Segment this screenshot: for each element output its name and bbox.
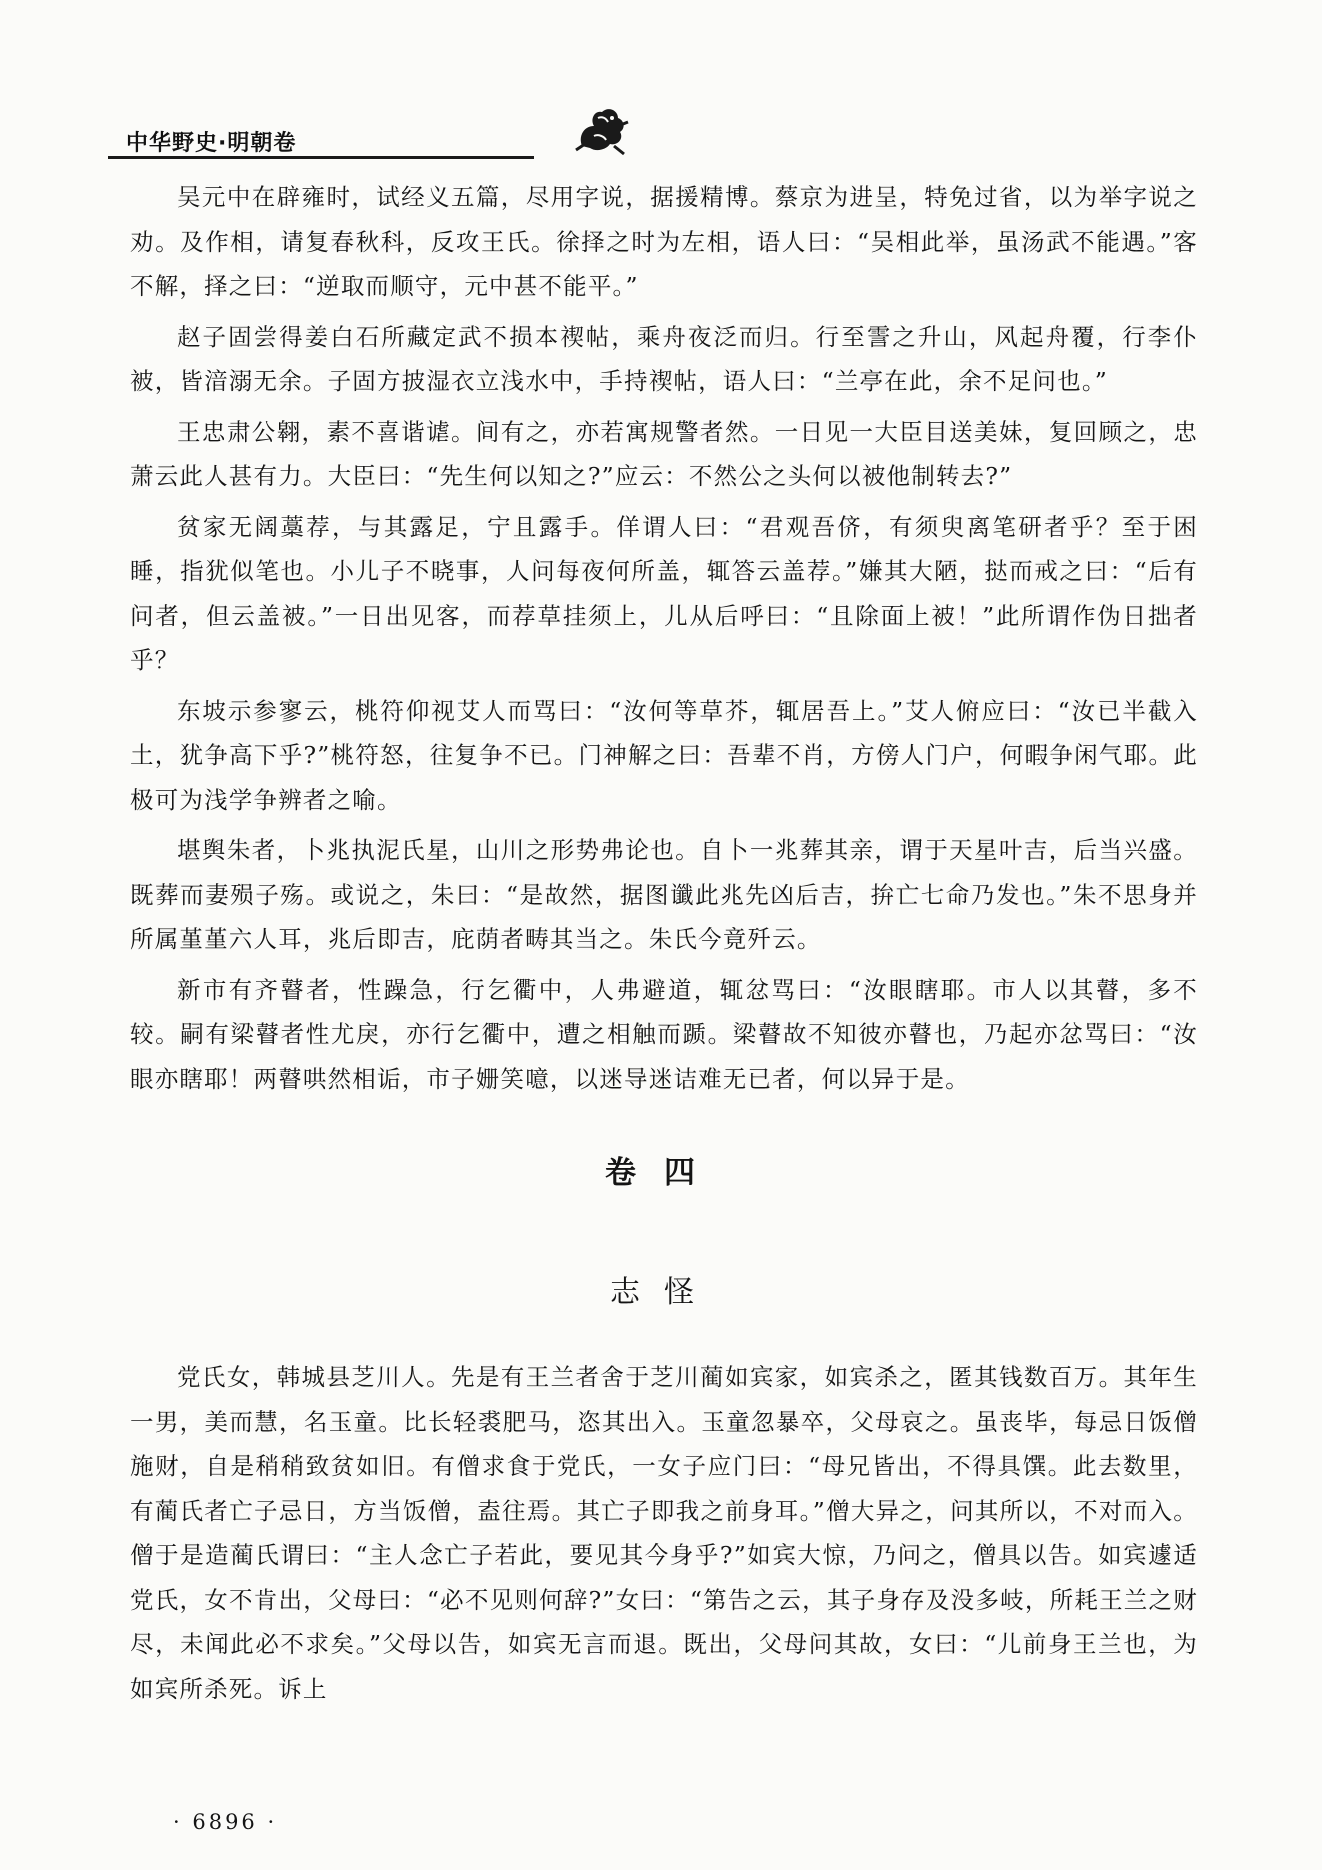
paragraph: 吴元中在辟雍时，试经义五篇，尽用字说，据援精博。蔡京为进呈，特免过省，以为举字说之劝。及作相，请复春秋科，反攻王氏。徐择之时为左相，语人曰：“吴相此举，虽汤武不能遇。”客不解，择之曰：“逆取而顺守，元中甚不能平。” <box>130 183 1198 300</box>
paragraph: 堪舆朱者，卜兆执泥氏星，山川之形势弗论也。自卜一兆葬其亲，谓于天星叶吉，后当兴盛。既葬而妻殒子殇。或说之，朱曰：“是故然，据图谶此兆先凶后吉，拚亡七命乃发也。”朱不思身并所属堇堇六人耳，兆后即吉，庇荫者畴其当之。朱氏今竟歼云。 <box>130 836 1198 953</box>
paragraph: 赵子固尝得姜白石所藏定武不损本禊帖，乘舟夜泛而归。行至霅之升山，风起舟覆，行李仆被，皆湆溺无余。子固方披湿衣立浅水中，手持禊帖，语人曰：“兰亭在此，余不足问也。” <box>130 322 1198 395</box>
chapter-heading: 卷四 <box>605 1155 723 1191</box>
section-heading: 志怪 <box>610 1275 718 1310</box>
paragraph: 王忠肃公翱，素不喜谐谑。间有之，亦若寓规警者然。一日见一大臣目送美妹，复回顾之，忠萧云此人甚有力。大臣曰：“先生何以知之?”应云：不然公之头何以被他制转去?” <box>130 417 1198 490</box>
page-body <box>130 175 1198 1717</box>
page-number: · 6896 · <box>173 1810 278 1834</box>
paragraph: 新市有齐瞽者，性躁急，行乞衢中，人弗避道，辄忿骂曰：“汝眼瞎耶。市人以其瞽，多不较。嗣有梁瞽者性尤戾，亦行乞衢中，遭之相触而踬。梁瞽故不知彼亦瞽也，乃起亦忿骂曰：“汝眼亦瞎耶！两瞽哄然相诟，市子姗笑噫，以迷导迷诘难无已者，何以异于是。 <box>130 975 1198 1093</box>
dragon-icon <box>568 96 632 160</box>
running-header <box>108 96 1214 158</box>
paragraph: 党氏女，韩城县芝川人。先是有王兰者舍于芝川蔺如宾家，如宾杀之，匿其钱数百万。其年生一男，美而慧，名玉童。比长轻裘肥马，恣其出入。玉童忽暴卒，父母哀之。虽丧毕，每忌日饭僧施财，自是稍稍致贫如旧。有僧求食于党氏，一女子应门曰：“母兄皆出，不得具馔。此去数里，有蔺氏者亡子忌日，方当饭僧，盍往焉。其亡子即我之前身耳。”僧大异之，问其所以，不对而入。僧于是造蔺氏谓曰：“主人念亡子若此，要见其今身乎?”如宾大惊，乃问之，僧具以告。如宾遽适党氏，女不肯出，父母曰：“必不见则何辞?”女曰：“第告之云，其子身存及没多岐，所耗王兰之财尽，未闻此必不求矣。”父母以告，如宾无言而退。既出，父母问其故，女曰：“儿前身王兰也，为如宾所杀死。诉上 <box>130 1363 1198 1703</box>
book-title: 中华野史·明朝卷 <box>126 131 297 156</box>
paragraph: 贫家无阔藁荐，与其露足，宁且露手。佯谓人曰：“君观吾侪，有须臾离笔研者乎？至于困睡，指犹似笔也。小儿子不晓事，人问每夜何所盖，辄答云盖荐。”嫌其大陋，挞而戒之曰：“后有问者，但云盖被。”一日出见客，而荐草挂须上，儿从后呼曰：“且除面上被！”此所谓作伪日拙者乎？ <box>130 512 1198 674</box>
header-rule <box>108 156 534 159</box>
paragraph: 东坡示参寥云，桃符仰视艾人而骂曰：“汝何等草芥，辄居吾上。”艾人俯应曰：“汝已半截入土，犹争高下乎?”桃符怒，往复争不已。门神解之曰：吾辈不肖，方傍人门户，何暇争闲气耶。此极可为浅学争辨者之喻。 <box>130 696 1198 814</box>
